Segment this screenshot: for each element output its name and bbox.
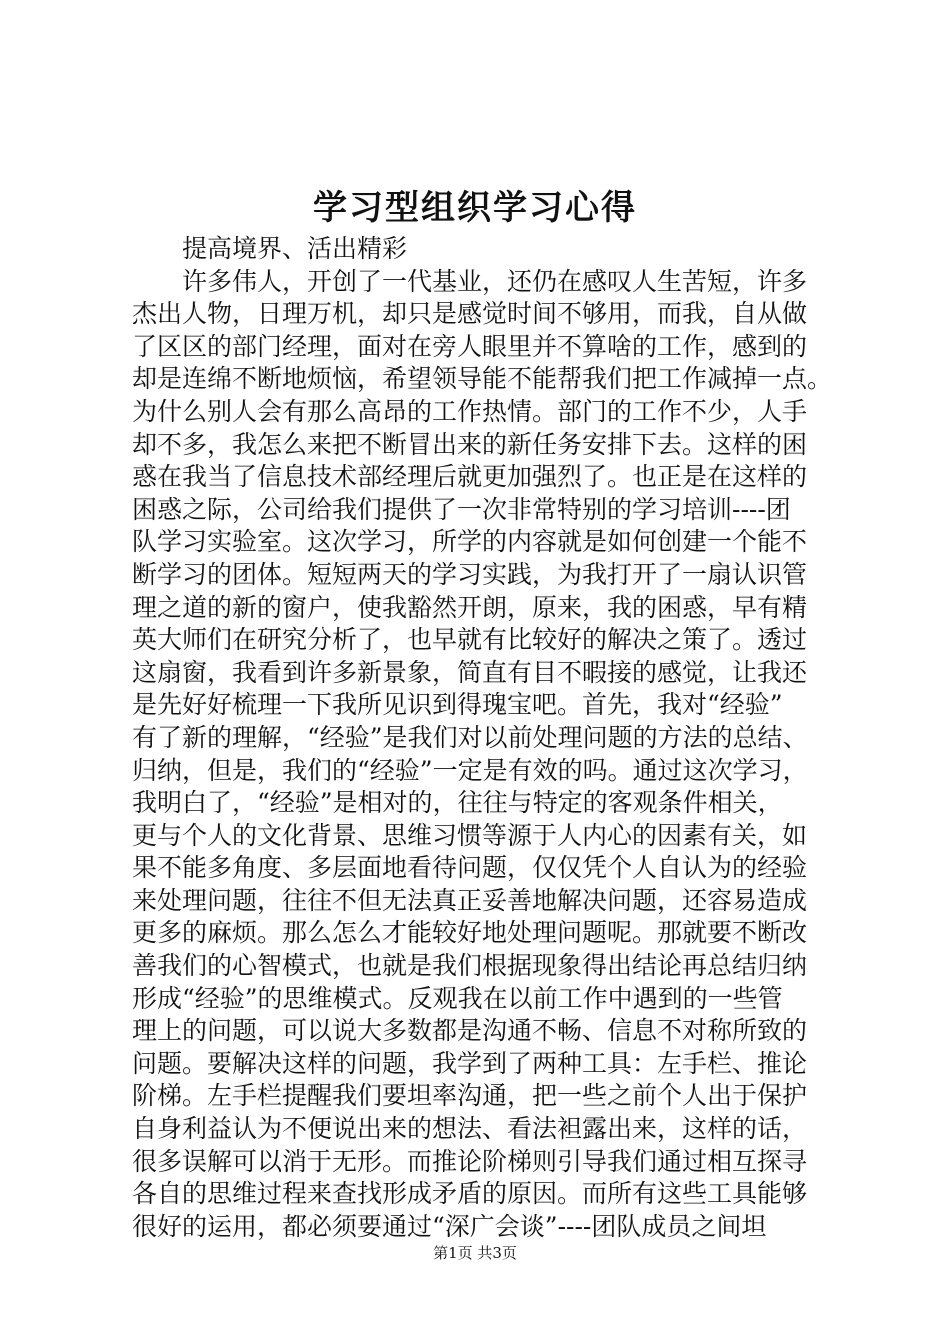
paragraph-line: 很好的运用，都必须要通过“深广会谈”----团队成员之间坦	[132, 1211, 767, 1241]
document-title: 学习型组织学习心得	[313, 188, 637, 228]
paragraph-line: 有了新的理解，“经验”是我们对以前处理问题的方法的总结、	[132, 722, 808, 752]
document-subtitle: 提高境界、活出精彩	[182, 234, 408, 263]
page-footer: 第1页 共3页	[433, 1244, 517, 1262]
paragraph-line: 更与个人的文化背景、思维习惯等源于人内心的因素有关，如	[132, 820, 808, 850]
paragraph-line: 阶梯。左手栏提醒我们要坦率沟通，把一些之前个人出于保护	[132, 1081, 808, 1111]
paragraph-line: 归纳，但是，我们的“经验”一定是有效的吗。通过这次学习，	[132, 755, 808, 785]
paragraph-line: 惑在我当了信息技术部经理后就更加强烈了。也正是在这样的	[132, 462, 808, 492]
paragraph-line: 断学习的团体。短短两天的学习实践，为我打开了一扇认识管	[132, 559, 808, 589]
paragraph-line: 困惑之际，公司给我们提供了一次非常特别的学习培训----团	[132, 494, 791, 524]
paragraph-line: 善我们的心智模式，也就是我们根据现象得出结论再总结归纳	[132, 951, 808, 981]
paragraph-line: 为什么别人会有那么高昂的工作热情。部门的工作不少，人手	[132, 396, 808, 426]
document-body	[132, 233, 832, 1243]
paragraph-line: 英大师们在研究分析了，也早就有比较好的解决之策了。透过	[132, 625, 808, 655]
paragraph-line: 理上的问题，可以说大多数都是沟通不畅、信息不对称所致的	[132, 1016, 808, 1046]
paragraph-line: 杰出人物，日理万机，却只是感觉时间不够用，而我，自从做	[132, 299, 808, 329]
paragraph-line: 队学习实验室。这次学习，所学的内容就是如何创建一个能不	[132, 527, 808, 557]
paragraph-line: 更多的麻烦。那么怎么才能较好地处理问题呢。那就要不断改	[132, 918, 808, 948]
paragraph-line: 却不多，我怎么来把不断冒出来的新任务安排下去。这样的困	[132, 429, 808, 459]
paragraph-line: 各自的思维过程来查找形成矛盾的原因。而所有这些工具能够	[132, 1179, 808, 1209]
paragraph-line: 许多伟人，开创了一代基业，还仍在感叹人生苦短，许多	[182, 266, 808, 296]
paragraph-line: 我明白了，“经验”是相对的，往往与特定的客观条件相关，	[132, 788, 783, 818]
paragraph-line: 问题。要解决这样的问题，我学到了两种工具：左手栏、推论	[132, 1048, 808, 1078]
paragraph-line: 很多误解可以消于无形。而推论阶梯则引导我们通过相互探寻	[132, 1146, 808, 1176]
paragraph-line: 来处理问题，往往不但无法真正妥善地解决问题，还容易造成	[132, 885, 808, 915]
paragraph-line: 理之道的新的窗户，使我豁然开朗，原来，我的困惑，早有精	[132, 592, 808, 622]
paragraph-line: 了区区的部门经理，面对在旁人眼里并不算啥的工作，感到的	[132, 331, 808, 361]
paragraph-line: 却是连绵不断地烦恼，希望领导能不能帮我们把工作减掉一点。	[132, 364, 833, 394]
paragraph-line: 果不能多角度、多层面地看待问题，仅仅凭个人自认为的经验	[132, 853, 808, 883]
paragraph-line: 自身利益认为不便说出来的想法、看法袒露出来，这样的话，	[132, 1114, 808, 1144]
paragraph-line: 这扇窗，我看到许多新景象，简直有目不暇接的感觉，让我还	[132, 657, 808, 687]
paragraph-line: 是先好好梳理一下我所见识到得瑰宝吧。首先，我对“经验”	[132, 690, 783, 720]
paragraph-line: 形成“经验”的思维模式。反观我在以前工作中遇到的一些管	[132, 983, 783, 1013]
